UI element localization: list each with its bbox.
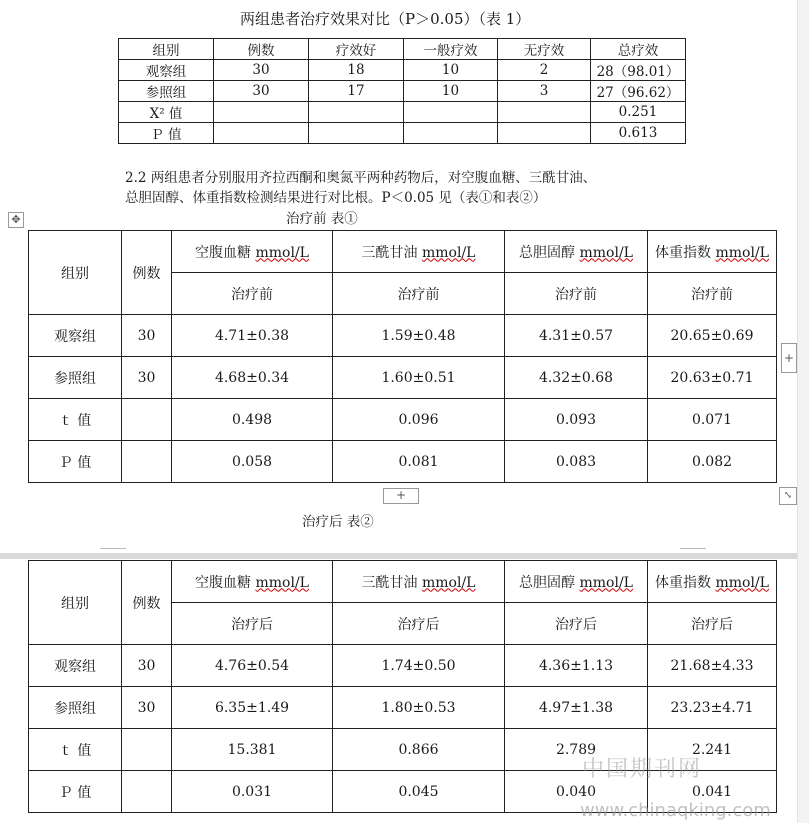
table-cell[interactable] <box>122 729 172 771</box>
table-cell[interactable]: 4.97±1.38 <box>505 687 648 729</box>
right-scroll-edge <box>797 0 809 823</box>
table-cell[interactable]: 30 <box>122 645 172 687</box>
phase-cell[interactable]: 治疗后 <box>172 603 333 645</box>
table-cell[interactable]: 1.59±0.48 <box>333 315 505 357</box>
table-cell[interactable] <box>122 399 172 441</box>
table-cell[interactable]: 30 <box>122 687 172 729</box>
resize-icon[interactable]: ⤡ <box>779 487 797 505</box>
table-cell[interactable]: 10 <box>404 81 498 102</box>
header-cell[interactable]: 一般疗效 <box>404 39 498 60</box>
table-cell[interactable]: 4.36±1.13 <box>505 645 648 687</box>
table-cell[interactable]: 参照组 <box>29 357 122 399</box>
table-cell[interactable]: 20.65±0.69 <box>648 315 777 357</box>
phase-cell[interactable]: 治疗后 <box>333 603 505 645</box>
table-cell[interactable]: 0.498 <box>172 399 333 441</box>
table-row <box>29 357 777 399</box>
table-cell[interactable]: 0.082 <box>648 441 777 483</box>
p-value-label[interactable]: Ｐ 值 <box>119 123 214 144</box>
table-cell[interactable]: 0.041 <box>648 771 777 813</box>
table-cell[interactable]: 2 <box>498 60 591 81</box>
table-cell[interactable]: 观察组 <box>29 645 122 687</box>
table-cell[interactable]: 1.80±0.53 <box>333 687 505 729</box>
table-cell[interactable] <box>309 102 404 123</box>
table-cell[interactable]: 4.76±0.54 <box>172 645 333 687</box>
metric-unit: mmol/L <box>255 244 309 261</box>
header-cell[interactable]: 总疗效 <box>591 39 686 60</box>
table-cell[interactable] <box>404 123 498 144</box>
table-cell[interactable] <box>214 123 309 144</box>
table-cell[interactable]: 10 <box>404 60 498 81</box>
table-cell[interactable] <box>122 771 172 813</box>
table-cell[interactable]: ｔ 值 <box>29 729 122 771</box>
header-cell[interactable] <box>648 231 777 273</box>
chi-square-value[interactable]: 0.251 <box>591 102 686 123</box>
table-row <box>119 81 686 102</box>
table-cell[interactable]: 0.081 <box>333 441 505 483</box>
table-cell[interactable]: 2.241 <box>648 729 777 771</box>
table-cell[interactable]: 17 <box>309 81 404 102</box>
table-cell[interactable] <box>309 123 404 144</box>
phase-cell[interactable]: 治疗前 <box>333 273 505 315</box>
add-column-plus-icon[interactable]: + <box>781 343 797 373</box>
table-header-row <box>119 39 686 60</box>
table-cell[interactable] <box>498 123 591 144</box>
table-cell[interactable]: 20.63±0.71 <box>648 357 777 399</box>
header-cell[interactable]: 组别 <box>119 39 214 60</box>
phase-cell[interactable]: 治疗前 <box>648 273 777 315</box>
table-cell[interactable] <box>498 102 591 123</box>
metric-unit: mmol/L <box>715 244 769 261</box>
header-cell[interactable]: 组别 <box>29 231 122 315</box>
table-cell[interactable]: Ｐ 值 <box>29 441 122 483</box>
move-handle-icon[interactable]: ✥ <box>8 212 24 228</box>
crop-mark <box>100 548 126 549</box>
table-cell[interactable]: 0.093 <box>505 399 648 441</box>
header-cell[interactable]: 例数 <box>122 561 172 645</box>
metric-name: 体重指数 <box>655 244 716 261</box>
header-cell[interactable]: 例数 <box>214 39 309 60</box>
table-row <box>119 60 686 81</box>
table-cell[interactable]: 30 <box>122 315 172 357</box>
table-cell[interactable]: 0.083 <box>505 441 648 483</box>
metric-unit: mmol/L <box>421 244 476 261</box>
metric-unit: mmol/L <box>579 244 633 261</box>
metric-name: 空腹血糖 <box>195 574 256 591</box>
table-cell[interactable]: 0.040 <box>505 771 648 813</box>
table-cell[interactable]: 27（96.62） <box>591 81 686 102</box>
metric-name: 总胆固醇 <box>519 244 580 261</box>
table-cell[interactable]: 观察组 <box>119 60 214 81</box>
header-cell[interactable] <box>333 561 505 603</box>
metric-name: 空腹血糖 <box>195 244 256 261</box>
chi-square-label[interactable]: Χ² 值 <box>119 102 214 123</box>
table-cell[interactable]: 21.68±4.33 <box>648 645 777 687</box>
header-cell[interactable]: 例数 <box>122 231 172 315</box>
table-cell[interactable] <box>122 441 172 483</box>
metric-unit: mmol/L <box>579 574 633 591</box>
table-cell[interactable]: 6.35±1.49 <box>172 687 333 729</box>
header-cell[interactable]: 疗效好 <box>309 39 404 60</box>
table-cell[interactable]: 0.031 <box>172 771 333 813</box>
header-cell[interactable] <box>333 231 505 273</box>
add-row-plus-icon[interactable]: + <box>383 488 419 504</box>
phase-cell[interactable]: 治疗前 <box>505 273 648 315</box>
table-row <box>29 441 777 483</box>
metric-name: 体重指数 <box>655 574 716 591</box>
table-cell[interactable]: 1.74±0.50 <box>333 645 505 687</box>
metric-name: 三酰甘油 <box>361 574 422 591</box>
watermark-url: www.chinaqking.com <box>580 800 771 821</box>
table-cell[interactable] <box>404 102 498 123</box>
table-cell[interactable]: ｔ 值 <box>29 399 122 441</box>
table-cell[interactable]: 4.68±0.34 <box>172 357 333 399</box>
table-cell[interactable]: 4.31±0.57 <box>505 315 648 357</box>
phase-cell[interactable]: 治疗后 <box>505 603 648 645</box>
table-cell[interactable]: 参照组 <box>119 81 214 102</box>
table-row <box>119 123 686 144</box>
table-cell[interactable]: 0.866 <box>333 729 505 771</box>
table-cell[interactable]: 4.71±0.38 <box>172 315 333 357</box>
header-cell[interactable]: 组别 <box>29 561 122 645</box>
caption-after-treatment: 治疗后 表② <box>302 514 374 530</box>
before-treatment-table <box>28 230 777 483</box>
table-cell[interactable]: 0.071 <box>648 399 777 441</box>
table-header-row <box>29 231 777 273</box>
crop-mark <box>680 548 706 549</box>
phase-cell[interactable]: 治疗后 <box>648 603 777 645</box>
table-row <box>29 687 777 729</box>
header-cell[interactable]: 无疗效 <box>498 39 591 60</box>
table-cell[interactable]: 4.32±0.68 <box>505 357 648 399</box>
table-cell[interactable] <box>214 102 309 123</box>
table-header-row <box>29 561 777 603</box>
table-row <box>29 645 777 687</box>
header-cell[interactable] <box>505 231 648 273</box>
table-row <box>29 315 777 357</box>
table-cell[interactable]: 0.045 <box>333 771 505 813</box>
table1-title: 两组患者治疗效果对比（P＞0.05）（表 1） <box>240 10 531 28</box>
table-cell[interactable]: 30 <box>214 60 309 81</box>
table-cell[interactable]: 23.23±4.71 <box>648 687 777 729</box>
table-cell[interactable]: 2.789 <box>505 729 648 771</box>
phase-cell[interactable]: 治疗前 <box>172 273 333 315</box>
paragraph-line-1: 2.2 两组患者分别服用齐拉西酮和奥氮平两种药物后，对空腹血糖、三酰甘油、 <box>125 170 597 186</box>
table-cell[interactable]: 30 <box>214 81 309 102</box>
table-cell[interactable]: 0.058 <box>172 441 333 483</box>
table-cell[interactable]: 观察组 <box>29 315 122 357</box>
metric-name: 三酰甘油 <box>361 244 422 261</box>
header-cell[interactable] <box>172 231 333 273</box>
metric-name: 总胆固醇 <box>519 574 580 591</box>
metric-unit: mmol/L <box>715 574 769 591</box>
caption-before-treatment: 治疗前 表① <box>286 211 358 227</box>
table-row <box>119 102 686 123</box>
paragraph-line-2: 总胆固醇、体重指数检测结果进行对比根。P＜0.05 见（表①和表②） <box>125 190 547 206</box>
table-row <box>29 399 777 441</box>
table-cell[interactable]: 28（98.01） <box>591 60 686 81</box>
table-cell[interactable]: 15.381 <box>172 729 333 771</box>
table-cell[interactable]: 0.096 <box>333 399 505 441</box>
p-value[interactable]: 0.613 <box>591 123 686 144</box>
efficacy-table <box>118 38 686 144</box>
table-cell[interactable]: 1.60±0.51 <box>333 357 505 399</box>
metric-unit: mmol/L <box>255 574 309 591</box>
metric-unit: mmol/L <box>421 574 476 591</box>
table-cell[interactable]: 18 <box>309 60 404 81</box>
header-cell[interactable] <box>505 561 648 603</box>
watermark-text: 中国期刊网 <box>582 757 703 782</box>
table-cell[interactable]: Ｐ 值 <box>29 771 122 813</box>
table-cell[interactable]: 参照组 <box>29 687 122 729</box>
table-cell[interactable]: 30 <box>122 357 172 399</box>
header-cell[interactable] <box>172 561 333 603</box>
table-cell[interactable]: 3 <box>498 81 591 102</box>
header-cell[interactable] <box>648 561 777 603</box>
